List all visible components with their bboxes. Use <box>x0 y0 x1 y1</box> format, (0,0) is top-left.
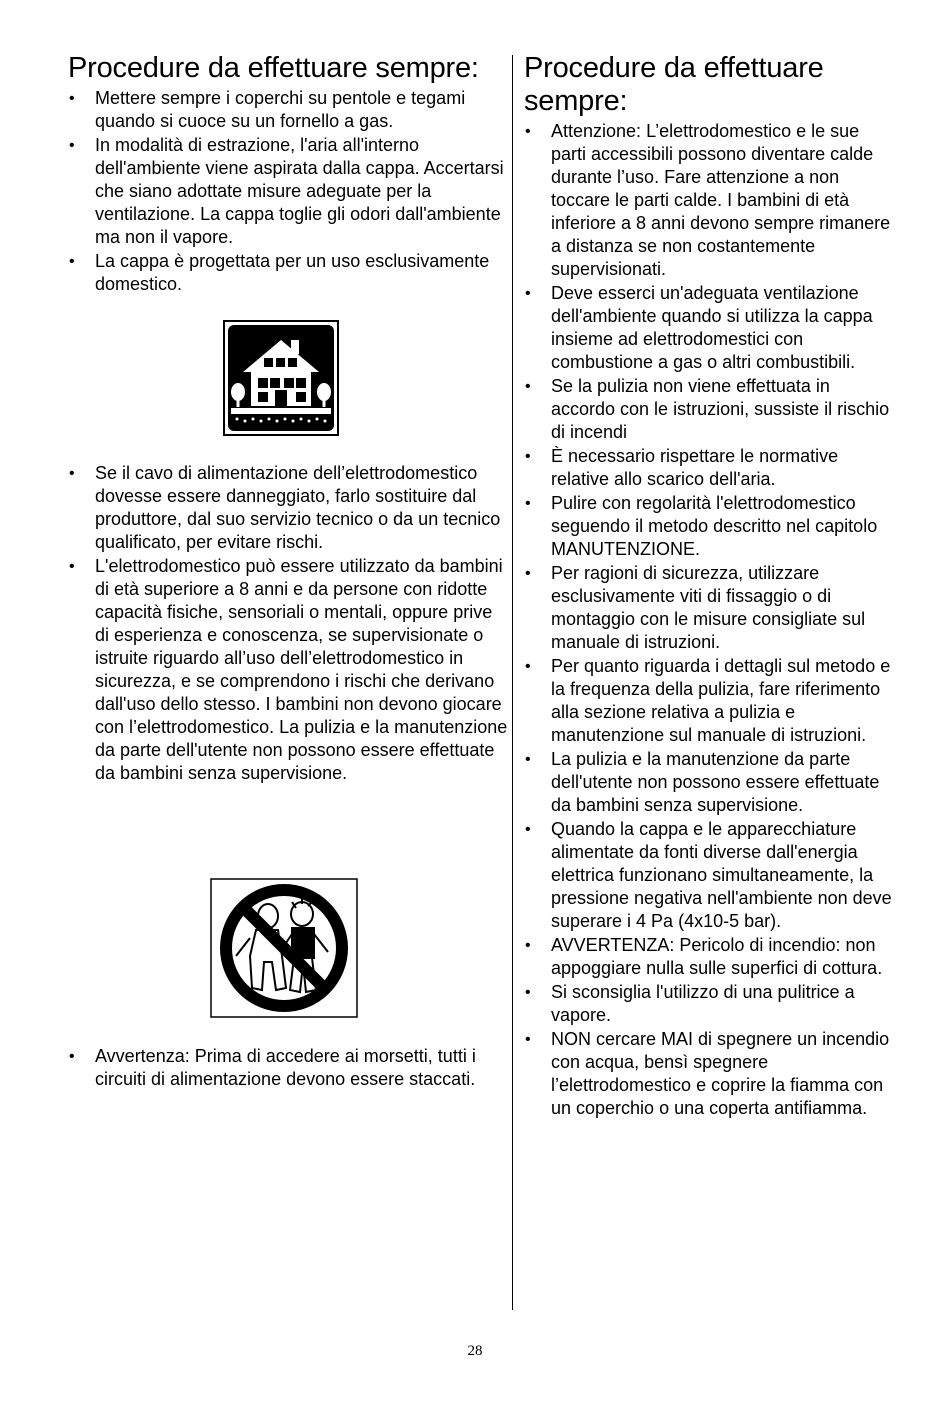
no-children-icon <box>210 878 358 1018</box>
bullet-icon: • <box>525 285 531 302</box>
list-item: • Pulire con regolarità l'elettrodomestico seguendo il metodo descritto nel capitolo MANUTENZIONE. <box>525 493 878 559</box>
list-item: • Per ragioni di sicurezza, utilizzare esclusivamente viti di fissaggio o di montaggio con le misure consigliate sul manuale di istruzioni. <box>525 563 866 652</box>
list-item: • Mettere sempre i coperchi su pentole e tegami quando si cuoce su un fornello a gas. <box>69 88 466 131</box>
list-item: • In modalità di estrazione, l'aria all'interno dell'ambiente viene aspirata dalla cappa. Accertarsi che siano adottate misure adeguate per la ventilazione. La cappa toglie gli odori dall'ambiente ma non il vapore. <box>69 135 504 247</box>
list-item: • AVVERTENZA: Pericolo di incendio: non appoggiare nulla sulle superfici di cottura. <box>525 935 883 978</box>
list-item: • Deve esserci un'adeguata ventilazione dell'ambiente quando si utilizza la cappa insieme ad elettrodomestici con combustione a gas o altri combustibili. <box>525 283 873 372</box>
bullet-icon: • <box>69 558 75 575</box>
bullet-icon: • <box>525 565 531 582</box>
bullet-icon: • <box>69 465 75 482</box>
column-divider <box>512 55 513 1310</box>
left-section-title: Procedure da effettuare sempre: <box>68 52 479 84</box>
left-column-bottom <box>68 1045 508 1092</box>
bullet-icon: • <box>525 448 531 465</box>
right-column <box>524 52 896 1121</box>
bullet-icon: • <box>525 937 531 954</box>
left-list-b <box>68 462 508 785</box>
bullet-icon: • <box>69 1048 75 1065</box>
list-item: • NON cercare MAI di spegnere un incendio con acqua, bensì spegnere l’elettrodomestico e coprire la fiamma con un coperchio o una coperta antifiamma. <box>525 1029 890 1118</box>
left-column-middle <box>68 462 508 786</box>
bullet-icon: • <box>525 984 531 1001</box>
list-item: • Per quanto riguarda i dettagli sul metodo e la frequenza della pulizia, fare riferimento alla sezione relativa a pulizia e manutenzione sul manuale di istruzioni. <box>525 656 891 745</box>
list-item: • Quando la cappa e le apparecchiature alimentate da fonti diverse dall'energia elettrica funzionano simultaneamente, la pressione negativa nell'ambiente non deve superare i 4 Pa (4x10-5 bar). <box>525 819 892 931</box>
bullet-icon: • <box>69 90 75 107</box>
list-item: • L'elettrodomestico può essere utilizzato da bambini di età superiore a 8 anni e da persone con ridotte capacità fisiche, sensoriali o mentali, oppure prive di esperienza e conoscenza, se supervisionate o istruite riguardo all’uso dell’elettrodomestico in sicurezza, e se comprendono i rischi che derivano dall'uso dello stesso. I bambini non devono giocare con l’elettrodomestico. La pulizia e la manutenzione da parte dell'utente non possono essere effettuate da bambini senza supervisione. <box>69 556 508 783</box>
list-item: • La cappa è progettata per un uso esclusivamente domestico. <box>69 251 490 294</box>
bullet-icon: • <box>525 751 531 768</box>
left-list-c <box>68 1045 508 1091</box>
list-item: • Se la pulizia non viene effettuata in accordo con le istruzioni, sussiste il rischio di incendi <box>525 376 890 442</box>
bullet-icon: • <box>69 253 75 270</box>
list-item: • La pulizia e la manutenzione da parte dell'utente non possono essere effettuate da bambini senza supervisione. <box>525 749 880 815</box>
list-item: • Attenzione: L’elettrodomestico e le sue parti accessibili possono diventare calde durante l’uso. Fare attenzione a non toccare le parti calde. I bambini di età inferiore a 8 anni devono sempre rimanere a distanza se non costantemente supervisionati. <box>525 121 891 279</box>
right-list <box>524 120 896 1120</box>
bullet-icon: • <box>525 658 531 675</box>
left-column <box>68 52 508 297</box>
list-item: • È necessario rispettare le normative relative allo scarico dell'aria. <box>525 446 839 489</box>
bullet-icon: • <box>69 137 75 154</box>
list-item: • Avvertenza: Prima di accedere ai morsetti, tutti i circuiti di alimentazione devono essere staccati. <box>69 1046 476 1089</box>
bullet-icon: • <box>525 1031 531 1048</box>
house-icon <box>223 320 339 436</box>
right-section-title: Procedure da effettuare sempre: <box>524 52 824 117</box>
bullet-icon: • <box>525 495 531 512</box>
left-list-a <box>68 87 508 296</box>
bullet-icon: • <box>525 123 531 140</box>
list-item: • Si sconsiglia l'utilizzo di una pulitrice a vapore. <box>525 982 855 1025</box>
page-number: 28 <box>467 1343 483 1359</box>
list-item: • Se il cavo di alimentazione dell’elettrodomestico dovesse essere danneggiato, farlo sostituire dal produttore, dal suo servizio tecnico o da un tecnico qualificato, per evitare rischi. <box>69 463 501 552</box>
bullet-icon: • <box>525 378 531 395</box>
bullet-icon: • <box>525 821 531 838</box>
